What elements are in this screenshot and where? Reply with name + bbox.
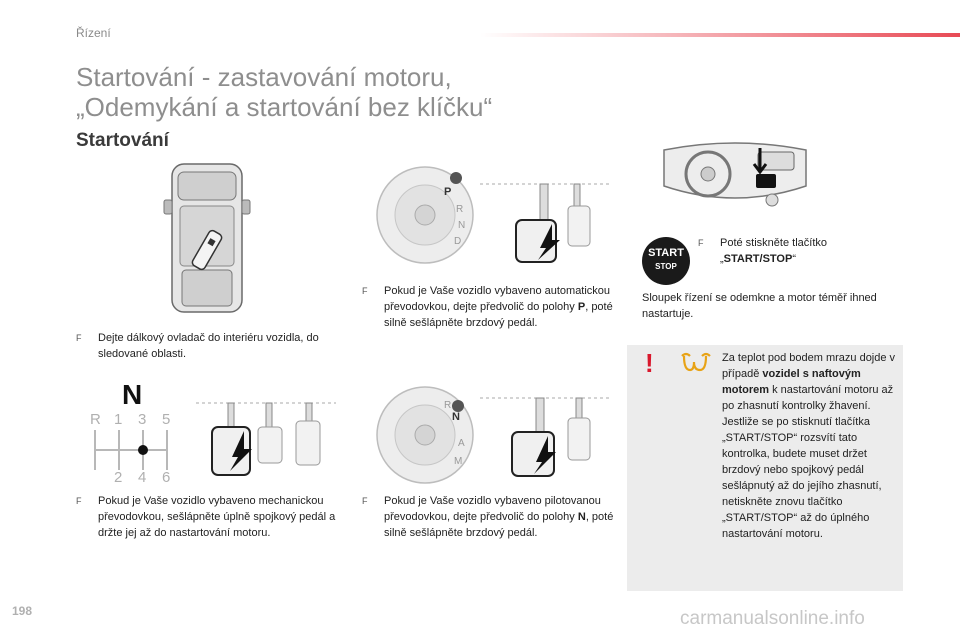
warning-exclamation-icon: ! (645, 348, 654, 378)
bullet-mark: F (362, 496, 368, 506)
gear-r: R (90, 411, 101, 428)
bullet-mark: F (698, 238, 704, 248)
gear-6: 6 (162, 469, 171, 486)
start-stop-line2: STOP (655, 262, 677, 271)
dial-n-label: N (458, 220, 466, 231)
page-title-line1: Startování - zastavování motoru, (76, 62, 452, 92)
warning-text: Za teplot pod bodem mrazu dojde v případě vozidel s naftovým motorem k nastartování motoru až po zhasnutí kontrolky žhavení. Jestliže se po stisknutí tlačítka „START/STOP“ rozsvítí tato kontrolka, budete muset držet brzdový nebo spojkový pedál sešlápnutý až do jejího zhasnutí, netiskněte znovu tlačítko „START/STOP“ až do úplného nastartování motoru. (722, 352, 896, 540)
gear-big-n: N (122, 379, 143, 410)
step-manual-gearbox: F Pokud je Vaše vozidlo vybaveno mechanickou převodovkou, sešlápněte úplně spojkový pedál a držte jej až do nastartování motoru. (76, 495, 336, 539)
step-piloted-gearbox: F Pokud je Vaše vozidlo vybaveno pilotovanou převodovkou, dejte předvolič do polohy N, poté silně sešlápněte brzdový pedál. (362, 495, 614, 539)
glow-plug-icon (680, 352, 714, 374)
automatic-gear-dial-illustration (370, 160, 480, 270)
clutch-pedals-illustration (196, 395, 336, 485)
start-stop-line1: START (648, 247, 684, 259)
gear-p-emphasis: P (577, 301, 586, 313)
bullet-mark: F (362, 286, 368, 296)
gear-2: 2 (114, 469, 123, 486)
gear-n-emphasis: N (577, 511, 586, 523)
dial-r-label: R (456, 204, 464, 215)
manual-gear-pattern-illustration (86, 376, 186, 486)
dial-p-label: P (444, 186, 452, 198)
start-stop-button-icon (642, 237, 690, 285)
watermark: carmanualsonline.info (680, 608, 865, 629)
bullet-mark: F (76, 333, 82, 343)
dial-a-label-piloted: A (458, 438, 465, 449)
dial-d-label: D (454, 236, 462, 247)
gear-3: 3 (138, 411, 147, 428)
dial-m-label-piloted: M (454, 456, 463, 467)
step-press-start-stop: F Poté stiskněte tlačítko „START/STOP“ (698, 237, 827, 265)
gear-4: 4 (138, 469, 147, 486)
dial-n-label-piloted: N (452, 411, 460, 423)
result-text: Sloupek řízení se odemkne a motor téměř ihned nastartuje. (642, 292, 877, 320)
gear-5: 5 (162, 411, 171, 428)
page-title-line2: „Odemykání a startování bez klíčku“ (76, 92, 493, 122)
step-automatic-gearbox: F Pokud je Vaše vozidlo vybaveno automatickou převodovkou, dejte předvolič do polohy P, poté silně sešlápněte brzdový pedál. (362, 285, 613, 329)
warning-emphasis: vozidel s naftovým motorem (722, 368, 861, 396)
start-stop-emphasis: START/STOP (723, 253, 793, 265)
bullet-mark: F (76, 496, 82, 506)
piloted-gear-dial-illustration (370, 380, 480, 490)
header-rule (480, 33, 960, 37)
dial-r-label-piloted: R (444, 400, 452, 411)
step-remote-key: F Dejte dálkový ovladač do interiéru vozidla, do sledované oblasti. (76, 332, 319, 360)
section-label: Řízení (76, 26, 111, 40)
page-number: 198 (12, 604, 33, 618)
car-top-view-illustration (160, 160, 260, 320)
brake-pedal-illustration-piloted (480, 390, 610, 490)
dashboard-illustration (660, 140, 810, 215)
page-title (76, 62, 492, 122)
section-subtitle: Startování (76, 130, 169, 151)
gear-1: 1 (114, 411, 123, 428)
brake-pedal-illustration-auto (480, 170, 610, 270)
